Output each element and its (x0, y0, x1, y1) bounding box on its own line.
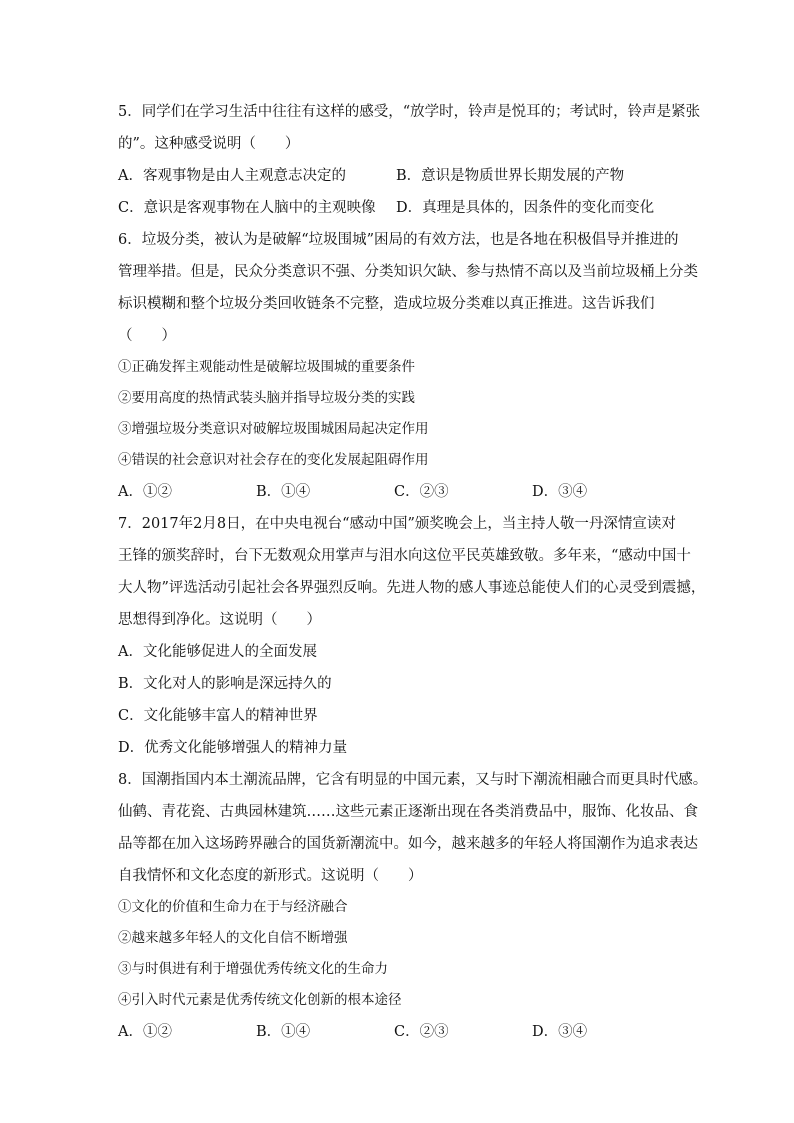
question-6-stem-line-4: （ ） (118, 328, 176, 344)
question-6-option-b[interactable]: B．①④ (256, 484, 311, 500)
question-7-option-c[interactable]: C．文化能够丰富人的精神世界 (118, 708, 318, 724)
question-5 (118, 96, 701, 224)
question-6 (118, 224, 698, 508)
question-5-stem-line-1: 5．同学们在学习生活中往往有这样的感受，“放学时，铃声是悦耳的；考试时，铃声是紧张 (118, 104, 701, 120)
question-6-stem-line-1: 6．垃圾分类，被认为是破解“垃圾围城”困局的有效方法，也是各地在积极倡导并推进的 (118, 232, 679, 248)
exam-page (118, 96, 708, 1048)
question-8-option-a[interactable]: A．①② (118, 1024, 172, 1040)
question-8-stem-line-4: 自我情怀和文化态度的新形式。这说明（ ） (118, 868, 423, 884)
question-8-statement-3: ③与时俱进有利于增强优秀传统文化的生命力 (118, 961, 388, 977)
question-8-stem-line-1: 8．国潮指国内本土潮流品牌，它含有明显的中国元素，又与时下潮流相融合而更具时代感。 (118, 772, 708, 788)
question-8-stem-line-3: 品等都在加入这场跨界融合的国货新潮流中。如今，越来越多的年轻人将国潮作为追求表达 (118, 836, 698, 852)
question-8-statement-1: ①文化的价值和生命力在于与经济融合 (118, 899, 348, 915)
question-6-stem-line-3: 标识模糊和整个垃圾分类回收链条不完整，造成垃圾分类难以真正推进。这告诉我们 (118, 296, 655, 312)
question-5-options-row-1 (118, 160, 678, 192)
question-7-stem-line-1: 7．2017年2月8日，在中央电视台“感动中国”颁奖晚会上，当主持人敬一丹深情宣读对 (118, 516, 676, 532)
question-6-option-c[interactable]: C．②③ (394, 484, 449, 500)
question-6-statement-3: ③增强垃圾分类意识对破解垃圾围城困局起决定作用 (118, 421, 429, 437)
question-8 (118, 764, 708, 1048)
question-7-stem-line-3: 大人物”评选活动引起社会各界强烈反响。先进人物的感人事迹总能使人们的心灵受到震撼， (118, 580, 706, 596)
question-8-statement-4: ④引入时代元素是优秀传统文化创新的根本途径 (118, 992, 402, 1008)
question-7-stem-line-4: 思想得到净化。这说明（ ） (118, 612, 321, 628)
question-5-options-row-2 (118, 192, 678, 224)
question-6-options (118, 476, 678, 508)
question-8-option-b[interactable]: B．①④ (256, 1024, 311, 1040)
question-6-option-a[interactable]: A．①② (118, 484, 172, 500)
question-6-option-d[interactable]: D．③④ (532, 484, 588, 500)
question-8-stem-line-2: 仙鹤、青花瓷、古典园林建筑……这些元素正逐渐出现在各类消费品中，服饰、化妆品、食 (118, 804, 698, 820)
question-8-option-c[interactable]: C．②③ (394, 1024, 449, 1040)
question-8-option-d[interactable]: D．③④ (532, 1024, 588, 1040)
question-6-statement-4: ④错误的社会意识对社会存在的变化发展起阻碍作用 (118, 452, 429, 468)
question-8-statement-2: ②越来越多年轻人的文化自信不断增强 (118, 930, 348, 946)
question-7-stem-line-2: 王锋的颁奖辞时，台下无数观众用掌声与泪水向这位平民英雄致敬。多年来，“感动中国十 (118, 548, 691, 564)
question-5-option-d[interactable]: D．真理是具体的，因条件的变化而变化 (396, 200, 655, 216)
question-5-option-b[interactable]: B．意识是物质世界长期发展的产物 (396, 168, 625, 184)
question-5-option-a[interactable]: A．客观事物是由人主观意志决定的 (118, 168, 346, 184)
question-6-statement-1: ①正确发挥主观能动性是破解垃圾围城的重要条件 (118, 359, 415, 375)
question-7 (118, 508, 706, 764)
question-6-statement-2: ②要用高度的热情武装头脑并指导垃圾分类的实践 (118, 390, 415, 406)
question-7-option-b[interactable]: B．文化对人的影响是深远持久的 (118, 676, 332, 692)
question-7-option-a[interactable]: A．文化能够促进人的全面发展 (118, 644, 317, 660)
question-8-options (118, 1016, 678, 1048)
question-5-option-c[interactable]: C．意识是客观事物在人脑中的主观映像 (118, 200, 376, 216)
question-6-stem-line-2: 管理举措。但是，民众分类意识不强、分类知识欠缺、参与热情不高以及当前垃圾桶上分类 (118, 264, 698, 280)
question-5-stem-line-2: 的”。这种感受说明（ ） (118, 136, 300, 152)
question-7-option-d[interactable]: D．优秀文化能够增强人的精神力量 (118, 740, 348, 756)
